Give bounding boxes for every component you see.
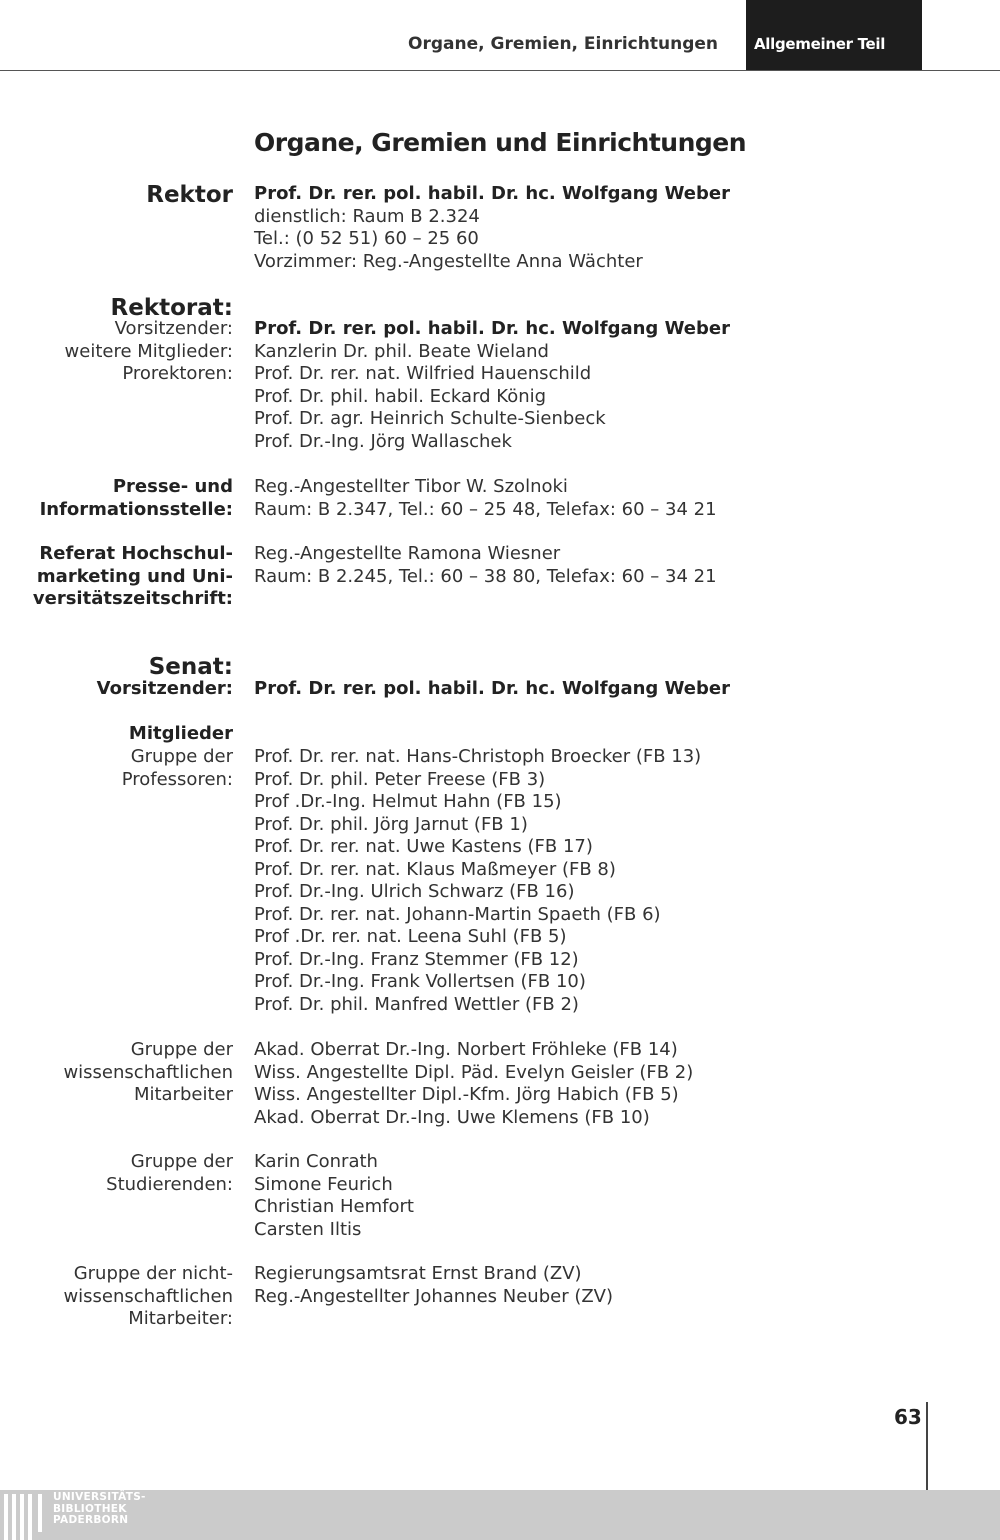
list-item: Prof. Dr. phil. Jörg Jarnut (FB 1) <box>254 813 528 835</box>
list-item: Prof .Dr.-Ing. Helmut Hahn (FB 15) <box>254 791 562 812</box>
list-item: Karin Conrath <box>254 1151 378 1172</box>
rektorat-label: Rektorat: <box>110 295 233 321</box>
page-number-rule <box>926 1402 928 1490</box>
presse-block <box>254 476 717 521</box>
presse-contact: Reg.-Angestellter Tibor W. Szolnoki <box>254 476 568 497</box>
rektor-phone: Tel.: (0 52 51) 60 – 25 60 <box>254 228 479 249</box>
rektorat-members: Kanzlerin Dr. phil. Beate Wieland <box>254 341 549 362</box>
rektor-block <box>254 183 730 273</box>
list-item: Wiss. Angestellter Dipl.-Kfm. Jörg Habich (FB 5) <box>254 1084 679 1105</box>
list-item: Akad. Oberrat Dr.-Ing. Norbert Fröhleke (FB 14) <box>254 1039 678 1060</box>
list-item: Prof. Dr.-Ing. Frank Vollertsen (FB 10) <box>254 971 586 992</box>
list-item: Prof. Dr. phil. habil. Eckard König <box>254 385 547 407</box>
rektor-room: dienstlich: Raum B 2.324 <box>254 205 480 227</box>
list-item: Prof. Dr. rer. nat. Wilfried Hauenschild <box>254 363 592 384</box>
referat-room: Raum: B 2.245, Tel.: 60 – 38 80, Telefax: 60 – 34 21 <box>254 565 717 587</box>
library-logo-icon <box>0 1494 50 1540</box>
rektorat-members-label: weitere Mitglieder: <box>64 341 233 362</box>
referat-label: Referat Hochschul- marketing und Uni- versitätszeitschrift: <box>32 543 233 609</box>
stud-list <box>254 1151 414 1241</box>
rektor-label: Rektor <box>146 182 233 208</box>
section-tab-label: Allgemeiner Teil <box>754 35 886 53</box>
list-item: Wiss. Angestellte Dipl. Päd. Evelyn Geisler (FB 2) <box>254 1061 694 1083</box>
rektor-name: Prof. Dr. rer. pol. habil. Dr. hc. Wolfgang Weber <box>254 183 730 204</box>
list-item: Prof. Dr. rer. nat. Hans-Christoph Broecker (FB 13) <box>254 746 702 767</box>
list-item: Prof. Dr.-Ing. Ulrich Schwarz (FB 16) <box>254 881 575 902</box>
list-item: Reg.-Angestellter Johannes Neuber (ZV) <box>254 1285 614 1307</box>
running-header-section: Organe, Gremien, Einrichtungen <box>408 34 718 54</box>
section-tab <box>746 0 922 70</box>
list-item: Akad. Oberrat Dr.-Ing. Uwe Klemens (FB 10) <box>254 1106 650 1128</box>
referat-contact: Reg.-Angestellte Ramona Wiesner <box>254 543 561 564</box>
library-name: UNIVERSITÄTS- BIBLIOTHEK PADERBORN <box>53 1491 146 1526</box>
senat-label: Senat: <box>148 654 233 680</box>
professoren-list <box>254 746 701 1016</box>
list-item: Prof. Dr.-Ing. Jörg Wallaschek <box>254 430 512 452</box>
list-item: Prof .Dr. rer. nat. Leena Suhl (FB 5) <box>254 926 567 947</box>
list-item: Prof. Dr. rer. nat. Uwe Kastens (FB 17) <box>254 836 593 857</box>
list-item: Prof. Dr. agr. Heinrich Schulte-Sienbeck <box>254 408 606 429</box>
list-item: Prof. Dr. rer. nat. Johann-Martin Spaeth (FB 6) <box>254 903 661 925</box>
rektorat-chair-label: Vorsitzender: <box>114 318 233 339</box>
nichtwiss-list <box>254 1263 613 1308</box>
professoren-label: Gruppe der Professoren: <box>121 746 233 790</box>
list-item: Prof. Dr. phil. Peter Freese (FB 3) <box>254 768 546 790</box>
page-title: Organe, Gremien und Einrichtungen <box>254 128 747 157</box>
rektorat-chair: Prof. Dr. rer. pol. habil. Dr. hc. Wolfgang Weber <box>254 318 730 339</box>
list-item: Simone Feurich <box>254 1173 393 1195</box>
wiss-list <box>254 1039 693 1129</box>
list-item: Prof. Dr. rer. nat. Klaus Maßmeyer (FB 8) <box>254 858 616 880</box>
page-number: 63 <box>894 1405 922 1429</box>
referat-block <box>254 543 717 588</box>
nichtwiss-label: Gruppe der nicht- wissenschaftlichen Mitarbeiter: <box>63 1263 233 1329</box>
senat-chair: Prof. Dr. rer. pol. habil. Dr. hc. Wolfgang Weber <box>254 678 730 699</box>
senat-chair-label: Vorsitzender: <box>96 678 233 699</box>
list-item: Carsten Iltis <box>254 1218 362 1240</box>
senat-members-heading: Mitglieder <box>128 723 233 744</box>
rektor-office: Vorzimmer: Reg.-Angestellte Anna Wächter <box>254 250 643 272</box>
prorektoren-label: Prorektoren: <box>122 363 233 384</box>
presse-room: Raum: B 2.347, Tel.: 60 – 25 48, Telefax: 60 – 34 21 <box>254 498 717 520</box>
list-item: Christian Hemfort <box>254 1196 414 1217</box>
list-item: Prof. Dr.-Ing. Franz Stemmer (FB 12) <box>254 948 579 970</box>
list-item: Regierungsamtsrat Ernst Brand (ZV) <box>254 1263 582 1284</box>
library-footer <box>0 1490 1000 1540</box>
stud-label: Gruppe der Studierenden: <box>106 1151 233 1195</box>
page-number-container <box>894 1405 922 1429</box>
wiss-label: Gruppe der wissenschaftlichen Mitarbeiter <box>63 1039 233 1105</box>
prorektoren-list <box>254 363 606 453</box>
presse-label: Presse- und Informationsstelle: <box>39 476 233 520</box>
header-rule <box>0 70 1000 71</box>
list-item: Prof. Dr. phil. Manfred Wettler (FB 2) <box>254 993 579 1015</box>
